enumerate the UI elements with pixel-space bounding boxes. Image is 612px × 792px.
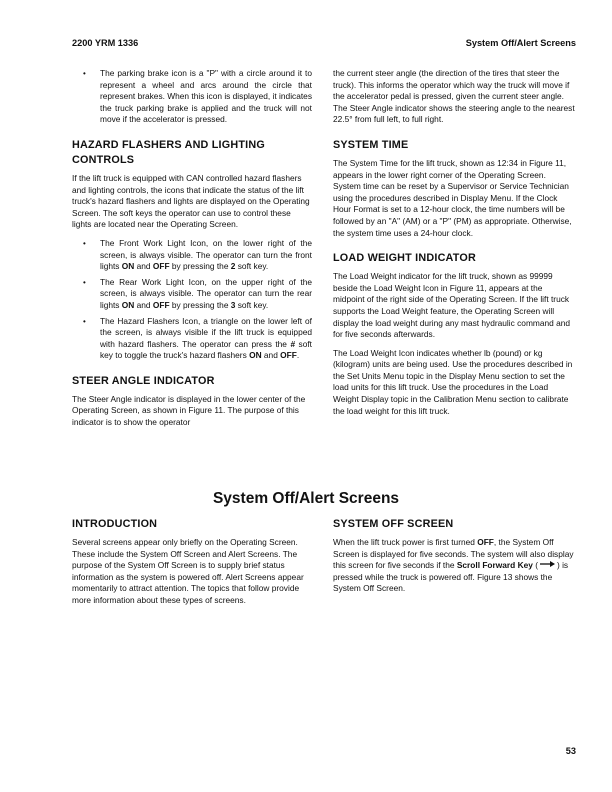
load-weight-heading: LOAD WEIGHT INDICATOR xyxy=(333,252,476,265)
right-column xyxy=(333,68,576,424)
bullet-front-work-light: • The Front Work Light Icon, on the lower right of the screen, is always visible. The operator can turn the front lights ON and OFF by pressing the 2 soft key. xyxy=(100,238,312,273)
scroll-forward-arrow-icon xyxy=(539,560,556,572)
lighting-controls-list xyxy=(72,238,312,362)
steer-angle-heading: STEER ANGLE INDICATOR xyxy=(72,374,215,387)
running-header-section-title: System Off/Alert Screens xyxy=(465,38,576,48)
introduction-heading: INTRODUCTION xyxy=(72,518,158,530)
introduction-column xyxy=(72,517,312,614)
running-header-doc-number: 2200 YRM 1336 xyxy=(72,38,139,48)
hazard-flashers-intro: If the lift truck is equipped with CAN controlled hazard flashers and lighting controls, the icons that indicate the status of the lift truck's hazard flashers and lights are displayed on the Operating Screen. The soft keys the operator can use to control these lights are located near the Operating Screen. xyxy=(72,172,310,230)
system-off-heading: SYSTEM OFF SCREEN xyxy=(333,518,454,530)
bullet-rear-work-light: • The Rear Work Light Icon, on the upper right of the screen, is always visible. The operator can turn the rear lights ON and OFF by pressing the 3 soft key. xyxy=(100,277,312,312)
section-title: System Off/Alert Screens xyxy=(212,490,400,507)
steer-angle-continued: the current steer angle (the direction of the tires that steer the truck). This informs the operator which way the truck will move if the accelerator pedal is pressed, given the current steer angle. The Steer Angle indicator shows the steering angle to the nearest 22.5° from full left, to full right. xyxy=(333,68,575,125)
system-off-column xyxy=(333,517,576,602)
steer-angle-text: The Steer Angle indicator is displayed in the lower center of the Operating Screen, as shown in Figure 11. The purpose of this indicator is to show the operator xyxy=(72,393,306,428)
parking-brake-list xyxy=(72,68,312,126)
system-time-heading: SYSTEM TIME xyxy=(333,138,409,151)
bullet-hazard-flashers: • The Hazard Flashers Icon, a triangle on the lower left of the screen, is always visible if the lift truck is equipped with hazard flashers. The operator can press the # soft key to toggle the truck's hazard flashers ON and OFF. xyxy=(100,316,312,362)
left-column xyxy=(72,68,312,436)
system-time-text: The System Time for the lift truck, shown as 12:34 in Figure 11, appears in the lower right corner of the Operating Screen. System time can be reset by a Supervisor or Service Technician using the procedures described in Display Menu. If the Clock Hour Format is set to a 12-hour clock, the time numbers will be followed by an "A" (AM) or a "P" (PM) as appropriate. Otherwise, the system time uses a 24-hour clock. xyxy=(333,157,572,238)
hazard-flashers-heading: HAZARD FLASHERS AND LIGHTING CONTROLS xyxy=(72,138,265,166)
system-off-text: When the lift truck power is first turned OFF, the System Off Screen is displayed for five seconds. The system will also display this screen for five seconds if the Scroll Forward Key ( ) is pressed while the truck is powered off. Figure 13 shows the System Off Screen. xyxy=(333,537,574,594)
page-number: 53 xyxy=(565,746,576,756)
introduction-text: Several screens appear only briefly on the Operating Screen. These include the System Off Screen and Alert Screens. The purpose of the System Off Screen is to supply brief status information as the system is powered off. Alert Screens appear momentarily to attract attention. The topics that follow provide more information about these types of screens. xyxy=(72,537,304,605)
load-weight-text-1: The Load Weight indicator for the lift truck, shown as 99999 beside the Load Weight Icon in Figure 11, appears at the midpoint of the right side of the Operating Screen. If the lift truck supports the Load Weight feature, the Operating Screen will display the load weight during any mast hydraulic command and for five seconds afterwards. xyxy=(333,271,571,340)
bullet-parking-brake: • The parking brake icon is a "P" with a circle around it to represent a wheel and arcs around the circle that represent brakes. When this icon is displayed, it indicates the truck parking brake is applied and the truck will not move if the accelerator is pressed. xyxy=(100,68,312,126)
load-weight-text-2: The Load Weight Icon indicates whether lb (pound) or kg (kilogram) units are being used. Use the procedures described in the Set Units Menu topic in the Display Menu section to set the load units for this lift truck. Use the procedures in the Load Weight Display topic in the Calibration Menu section to calibrate the load weight for this lift truck. xyxy=(333,347,573,416)
